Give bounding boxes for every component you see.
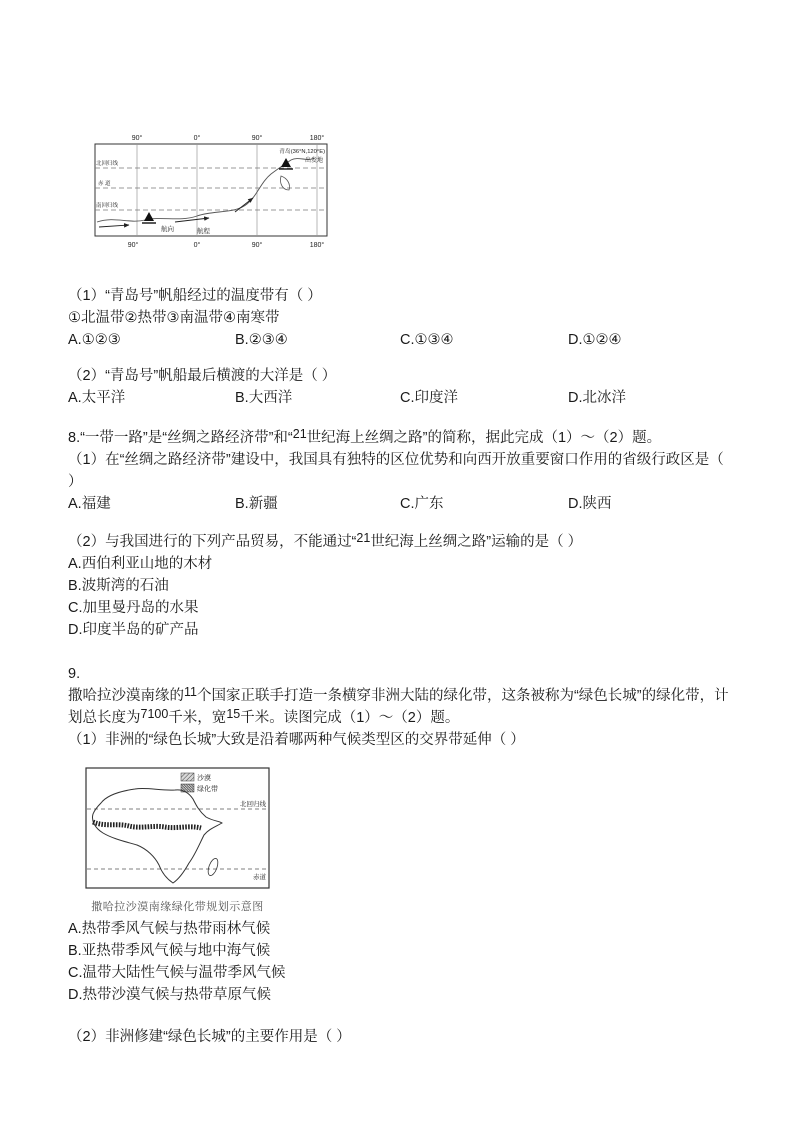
superscript-number: 21	[292, 427, 307, 441]
q8-intro: 8.“一带一路”是“丝绸之路经济带”和“21世纪海上丝绸之路”的简称，据此完成（1）～（2）题。	[68, 427, 662, 446]
departure-label: 出发地	[304, 158, 323, 164]
meridian-label: 90°	[131, 135, 143, 142]
q8-1-options	[68, 493, 734, 515]
option-b: B.新疆	[235, 496, 278, 512]
meridian-label: 180°	[309, 242, 325, 249]
greenbelt-band	[93, 822, 201, 828]
option-d: D.陕西	[568, 496, 612, 512]
legend-greenbelt-label: 绿化带	[197, 786, 218, 793]
q7-2-stem: （2）“青岛号”帆船最后横渡的大洋是（ ）	[68, 368, 337, 384]
q7-1-items: ①北温带②热带③南温带④南寒带	[68, 310, 280, 326]
meridian-label: 180°	[309, 135, 325, 142]
world-route-map-figure	[85, 130, 734, 257]
meridian-label: 0°	[193, 242, 201, 249]
tropic-of-capricorn-label: 南回归线	[96, 203, 119, 209]
option-a: A.福建	[68, 496, 111, 512]
q9-2-stem: （2）非洲修建“绿色长城”的主要作用是（ ）	[68, 1029, 351, 1045]
option-a: A.热带季风气候与热带雨林气候	[68, 921, 271, 937]
meridian-label: 0°	[193, 135, 201, 142]
figure-caption: 撒哈拉沙漠南缘绿化带规划示意图	[91, 901, 264, 913]
option-a: A.西伯利亚山地的木材	[68, 556, 213, 572]
legend-desert-label: 沙漠	[197, 775, 211, 782]
world-route-map	[85, 130, 335, 250]
meridian-label: 90°	[127, 242, 139, 249]
departure-coord-label: 青岛(36°N,120°E)	[279, 149, 325, 155]
sailboat-icon	[281, 158, 291, 167]
option-d: D.热带沙漠气候与热带草原气候	[68, 987, 271, 1003]
q7-2-options	[68, 387, 734, 409]
option-d: D.北冰洋	[568, 390, 626, 406]
option-c: C.加里曼丹岛的水果	[68, 600, 199, 616]
option-a: A.①②③	[68, 332, 121, 348]
option-a: A.太平洋	[68, 390, 126, 406]
superscript-number: 7100	[140, 707, 169, 721]
superscript-number: 21	[356, 531, 371, 545]
option-d: D.①②④	[568, 332, 622, 348]
q9-number: 9.	[68, 666, 81, 682]
option-c: C.①③④	[400, 332, 454, 348]
q8-2-stem: （2）与我国进行的下列产品贸易，不能通过“21世纪海上丝绸之路”运输的是（ ）	[68, 531, 583, 550]
legend-desert-swatch	[181, 773, 194, 781]
q9-1-stem: （1）非洲的“绿色长城”大致是沿着哪两种气候类型区的交界带延伸（ ）	[68, 732, 525, 748]
tropic-of-cancer-label: 北回归线	[240, 801, 266, 808]
heading-label: 航向	[161, 226, 174, 233]
equator-label: 赤道	[253, 874, 266, 881]
superscript-number: 11	[184, 685, 197, 699]
coastline	[97, 158, 315, 222]
superscript-number: 15	[226, 707, 241, 721]
option-c: C.广东	[400, 496, 444, 512]
q9-intro: 撒哈拉沙漠南缘的11个国家正联手打造一条横穿非洲大陆的绿化带，这条被称为“绿色长城”的绿化带，计划总长度为7100千米，宽15千米。读图完成（1）～（2）题。	[68, 685, 729, 726]
option-c: C.印度洋	[400, 390, 458, 406]
option-b: B.大西洋	[235, 390, 293, 406]
africa-greenbelt-map	[85, 767, 270, 891]
option-b: B.②③④	[235, 332, 288, 348]
q8-1-stem: （1）在“丝绸之路经济带”建设中，我国具有独特的区位优势和向西开放重要窗口作用的省级行政区是（ ）	[68, 452, 724, 490]
q7-1-options	[68, 329, 734, 351]
q7-1-stem: （1）“青岛号”帆船经过的温度带有（ ）	[68, 288, 322, 304]
option-c: C.温带大陆性气候与温带季风气候	[68, 965, 286, 981]
map-border	[95, 144, 327, 236]
option-d: D.印度半岛的矿产品	[68, 622, 199, 638]
meridian-label: 90°	[251, 242, 263, 249]
meridian-label: 90°	[251, 135, 263, 142]
route-label: 航程	[197, 228, 210, 235]
africa-greenbelt-figure	[85, 767, 734, 914]
equator-label: 赤 道	[98, 181, 111, 187]
route-arrow	[99, 225, 129, 227]
option-b: B.亚热带季风气候与地中海气候	[68, 943, 271, 959]
sailboat-icon	[144, 212, 154, 221]
tropic-of-cancer-label: 北回归线	[96, 161, 119, 167]
madagascar-outline	[206, 857, 220, 877]
option-b: B.波斯湾的石油	[68, 578, 169, 594]
